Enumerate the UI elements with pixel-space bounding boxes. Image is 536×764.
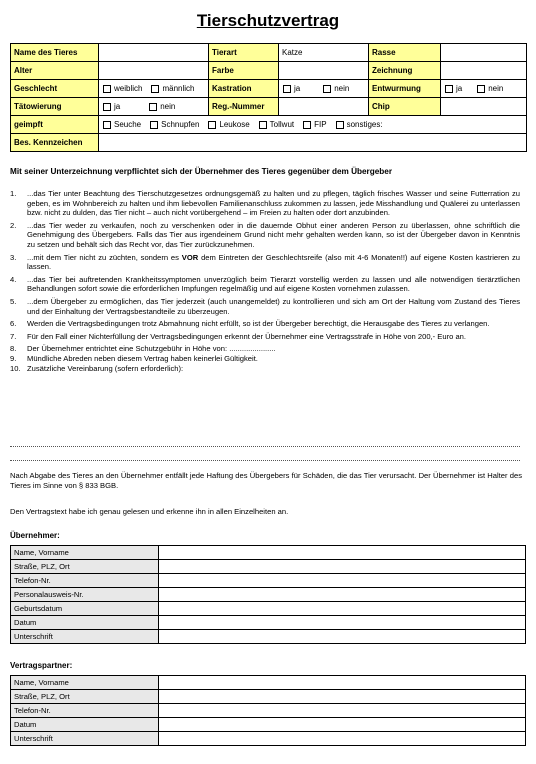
label-chip: Chip xyxy=(369,98,441,116)
list-item xyxy=(10,332,520,342)
option-no: nein xyxy=(334,84,350,94)
label-special-marks: Bes. Kennzeichen xyxy=(11,134,99,152)
clause-number: 10. xyxy=(10,363,21,373)
list-item xyxy=(10,221,520,250)
clause-text: dem Eintreten der Geschlechtsreife (also mit 4-6 Monaten!!) auf eigene Kosten kastrieren zu lassen. xyxy=(27,252,520,272)
table-row xyxy=(11,62,527,80)
field-label: Name, Vorname xyxy=(11,546,159,560)
table-row xyxy=(11,44,527,62)
checkbox-tollwut[interactable] xyxy=(259,121,267,129)
input-field[interactable] xyxy=(159,560,526,574)
clause-list xyxy=(10,189,520,376)
clause-number: 3. xyxy=(10,252,17,262)
list-item xyxy=(10,364,520,374)
vaccination-options xyxy=(99,116,527,134)
clause-text: ...dem Übergeber zu ermöglichen, das Tier jederzeit (auch unangemeldet) zu kontrollieren und sich am Ort der Haltung vom Zustand des Tieres und der Einhaltung der Vertragsbestandteile zu überzeugen. xyxy=(27,296,520,316)
clause-text: Zusätzliche Vereinbarung (sofern erforderlich): xyxy=(27,363,184,373)
field-label: Datum xyxy=(11,616,159,630)
field-label: Name, Vorname xyxy=(11,676,159,690)
label-deworming: Entwurmung xyxy=(369,80,441,98)
option-other: sonstiges: xyxy=(346,120,383,130)
input-field[interactable] xyxy=(159,676,526,690)
signature-field[interactable] xyxy=(159,732,526,746)
table-row xyxy=(11,630,526,644)
special-marks-field[interactable] xyxy=(99,134,527,152)
option-fip: FIP xyxy=(314,120,327,130)
clause-number: 8. xyxy=(10,344,17,354)
field-label: Geburtsdatum xyxy=(11,602,159,616)
checkbox-seuche[interactable] xyxy=(103,121,111,129)
clause-text: Der Übernehmer entrichtet eine Schutzgebühr in Höhe von: ...................... xyxy=(27,344,276,354)
field-label: Unterschrift xyxy=(11,630,159,644)
reg-number-field[interactable] xyxy=(279,98,369,116)
checkbox-fip[interactable] xyxy=(303,121,311,129)
tattoo-options xyxy=(99,98,209,116)
label-castration: Kastration xyxy=(209,80,279,98)
chip-field[interactable] xyxy=(441,98,527,116)
table-row xyxy=(11,560,526,574)
input-field[interactable] xyxy=(159,690,526,704)
input-field[interactable] xyxy=(159,546,526,560)
input-field[interactable] xyxy=(159,602,526,616)
input-field[interactable] xyxy=(159,616,526,630)
label-reg-number: Reg.-Nummer xyxy=(209,98,279,116)
age-field[interactable] xyxy=(99,62,209,80)
field-label: Telefon-Nr. xyxy=(11,704,159,718)
liability-paragraph: Nach Abgabe des Tieres an den Übernehmer entfällt jede Haftung des Übergebers für Schäden, die das Tier verursacht. Der Übernehmer ist Halter des Tieres im Sinne von § 833 BGB. xyxy=(10,471,522,490)
option-male: männlich xyxy=(162,84,195,94)
option-yes: ja xyxy=(456,84,463,94)
table-row xyxy=(11,602,526,616)
label-species: Tierart xyxy=(209,44,279,62)
acknowledgement-paragraph: Den Vertragstext habe ich genau gelesen und erkenne ihn in allen Einzelheiten an. xyxy=(10,507,289,516)
label-vaccinated: geimpft xyxy=(11,116,99,134)
option-yes: ja xyxy=(114,102,121,112)
option-leukose: Leukose xyxy=(219,120,250,130)
checkbox-leukose[interactable] xyxy=(208,121,216,129)
checkbox-tattoo-yes[interactable] xyxy=(103,103,111,111)
table-row xyxy=(11,98,527,116)
breed-field[interactable] xyxy=(441,44,527,62)
checkbox-castration-yes[interactable] xyxy=(283,85,291,93)
clause-text: ...das Tier bei auftretenden Krankheitssymptomen unverzüglich beim Tierarzt vorstellig werden zu lassen und alle notwendigen tierärztlichen Behandlungen sofort sowie die erforderlichen Impfungen regelmäßig und auf eigene Kosten vornehmen zulassen. xyxy=(27,274,520,294)
clause-number: 4. xyxy=(10,274,17,284)
vertragspartner-heading: Vertragspartner: xyxy=(10,661,73,670)
field-label: Personalausweis-Nr. xyxy=(11,588,159,602)
checkbox-deworming-no[interactable] xyxy=(477,85,485,93)
option-tollwut: Tollwut xyxy=(269,120,295,130)
sex-options xyxy=(99,80,209,98)
table-row xyxy=(11,574,526,588)
field-label: Straße, PLZ, Ort xyxy=(11,690,159,704)
label-age: Alter xyxy=(11,62,99,80)
table-row xyxy=(11,732,526,746)
clause-number: 5. xyxy=(10,296,17,306)
label-color: Farbe xyxy=(209,62,279,80)
option-female: weiblich xyxy=(114,84,143,94)
checkbox-castration-no[interactable] xyxy=(323,85,331,93)
list-item xyxy=(10,189,520,218)
clause-text: Für den Fall einer Nichterfüllung der Vertragsbedingungen erkennt der Übernehmer eine Vertragsstrafe in Höhe von 200,- Euro an. xyxy=(27,331,467,341)
table-row xyxy=(11,134,527,152)
table-row xyxy=(11,116,527,134)
species-field[interactable]: Katze xyxy=(279,44,369,62)
label-breed: Rasse xyxy=(369,44,441,62)
label-marking: Zeichnung xyxy=(369,62,441,80)
field-label: Straße, PLZ, Ort xyxy=(11,560,159,574)
checkbox-schnupfen[interactable] xyxy=(150,121,158,129)
list-item xyxy=(10,297,520,316)
input-field[interactable] xyxy=(159,704,526,718)
signature-field[interactable] xyxy=(159,630,526,644)
uebernehmer-heading: Übernehmer: xyxy=(10,531,60,540)
clause-text: Mündliche Abreden neben diesem Vertrag haben keinerlei Gültigkeit. xyxy=(27,353,258,363)
checkbox-tattoo-no[interactable] xyxy=(149,103,157,111)
marking-field[interactable] xyxy=(441,62,527,80)
clause-number: 6. xyxy=(10,319,17,329)
clause-number: 7. xyxy=(10,331,17,341)
checkbox-deworming-yes[interactable] xyxy=(445,85,453,93)
field-label: Unterschrift xyxy=(11,732,159,746)
animal-info-table xyxy=(10,43,527,152)
field-label: Telefon-Nr. xyxy=(11,574,159,588)
input-field[interactable] xyxy=(159,718,526,732)
input-field[interactable] xyxy=(159,588,526,602)
label-animal-name: Name des Tieres xyxy=(11,44,99,62)
checkbox-other[interactable] xyxy=(336,121,344,129)
animal-name-field[interactable] xyxy=(99,44,209,62)
list-item xyxy=(10,319,520,329)
clause-text: Werden die Vertragsbedingungen trotz Abmahnung nicht erfüllt, so ist der Übergeber berechtigt, die Herausgabe des Tieres zu verlangen. xyxy=(27,319,490,329)
clause-number: 9. xyxy=(10,353,17,363)
field-label: Datum xyxy=(11,718,159,732)
list-item xyxy=(10,275,520,294)
uebernehmer-table xyxy=(10,545,526,644)
option-yes: ja xyxy=(294,84,301,94)
table-row xyxy=(11,616,526,630)
input-field[interactable] xyxy=(159,574,526,588)
deworming-options xyxy=(441,80,527,98)
clause-number: 1. xyxy=(10,189,17,198)
list-item xyxy=(10,253,520,272)
clause-text: ...das Tier weder zu verkaufen, noch zu verschenken oder in die dauernde Obhut einer anderen Person zu überlassen, ohne schriftlich die Genehmigung des Übergebers. Falls das Tier aus irgendeinem Grund nicht mehr gehalten werden kann, so ist der Übergeber davon in Kenntnis zu setzen und behält sich das Recht vor, das Tier zurückzunehmen. xyxy=(27,220,520,249)
document-title: Tierschutzvertrag xyxy=(196,11,340,30)
clause-emphasis: VOR xyxy=(181,252,199,262)
label-tattoo: Tätowierung xyxy=(11,98,99,116)
table-row xyxy=(11,676,526,690)
table-row xyxy=(11,704,526,718)
label-sex: Geschlecht xyxy=(11,80,99,98)
additional-agreement-line[interactable] xyxy=(10,446,520,447)
table-row xyxy=(11,588,526,602)
clause-text: ...mit dem Tier nicht zu züchten, sondern es xyxy=(27,252,182,262)
list-item xyxy=(10,354,520,364)
option-schnupfen: Schnupfen xyxy=(161,120,200,130)
castration-options xyxy=(279,80,369,98)
additional-agreement-line[interactable] xyxy=(10,460,520,461)
option-no: nein xyxy=(488,84,504,94)
table-row xyxy=(11,690,526,704)
option-seuche: Seuche xyxy=(114,120,142,130)
table-row xyxy=(11,80,527,98)
obligation-intro: Mit seiner Unterzeichnung verpflichtet sich der Übernehmer des Tieres gegenüber dem Übergeber xyxy=(10,167,393,176)
clause-number: 2. xyxy=(10,220,17,230)
vertragspartner-table xyxy=(10,675,526,746)
table-row xyxy=(11,546,526,560)
table-row xyxy=(11,718,526,732)
checkbox-female[interactable] xyxy=(103,85,111,93)
clause-text: ...das Tier unter Beachtung des Tierschutzgesetzes ordnungsgemäß zu halten und zu pflegen, täglich frisches Wasser und seine Futterration zu geben, es im Wohnbereich zu halten und ihm liebevollen Familienanschluss zukommen zu lassen, jede Misshandlung und Quälerei zu unterlassen bzw. nicht zu dulden, das Tier nicht – auch nicht vorübergehend – im Freien zu halten oder dort anzubinden. xyxy=(27,189,520,218)
list-item xyxy=(10,344,520,354)
checkbox-male[interactable] xyxy=(151,85,159,93)
option-no: nein xyxy=(160,102,176,112)
color-field[interactable] xyxy=(279,62,369,80)
